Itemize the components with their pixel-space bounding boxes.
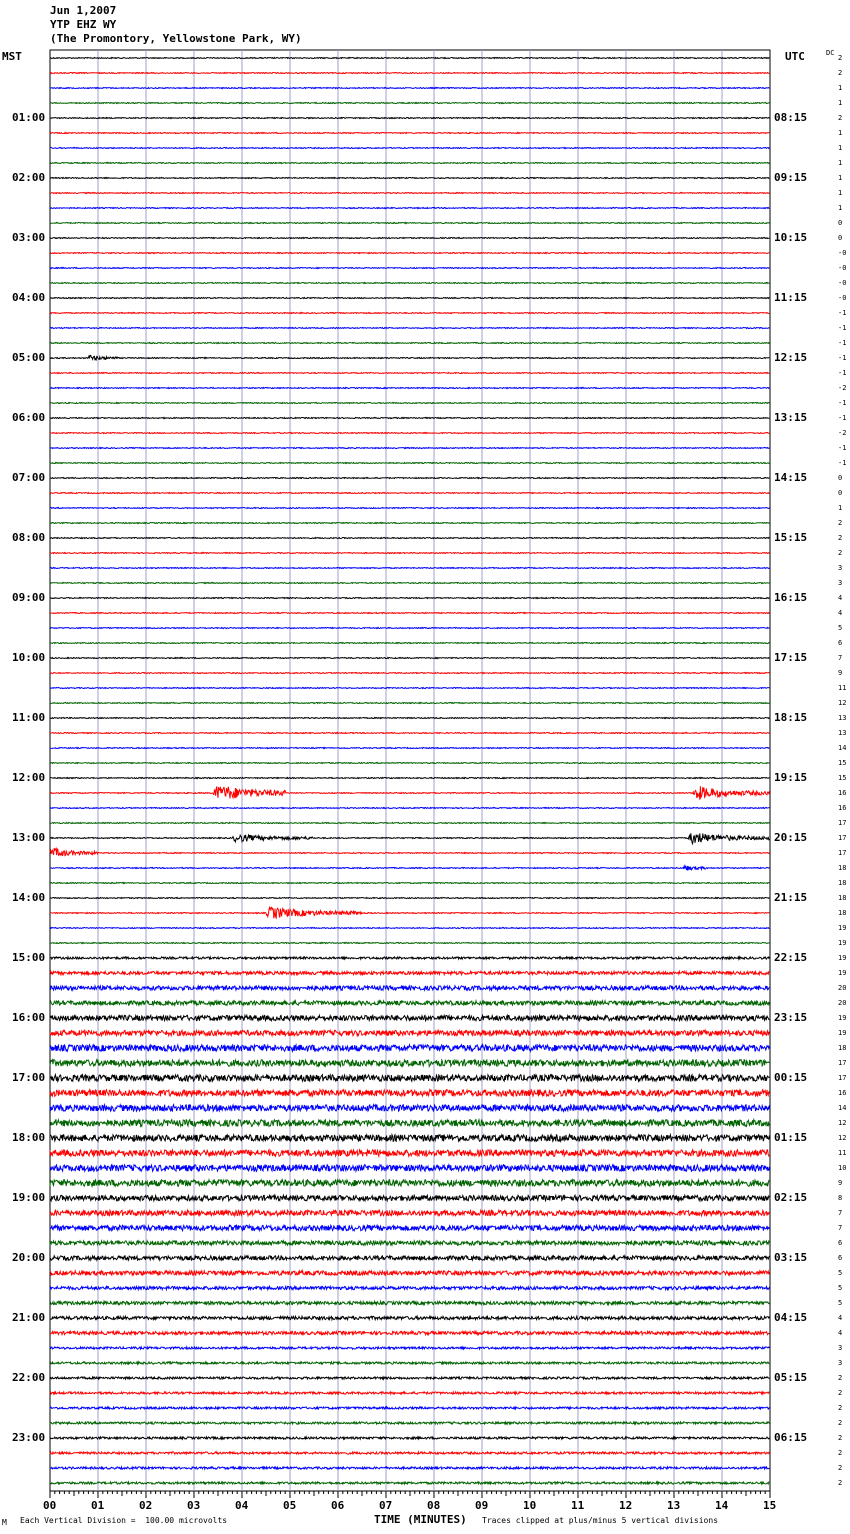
x-tick-label: 07 xyxy=(379,1499,393,1512)
right-hour-label: 00:15 xyxy=(774,1071,808,1084)
dc-offset-value: 9 xyxy=(838,1179,843,1187)
x-tick-label: 09 xyxy=(475,1499,489,1512)
dc-offset-value: 17 xyxy=(838,1074,847,1082)
dc-offset-value: 3 xyxy=(838,1344,843,1352)
trace-line xyxy=(50,208,769,209)
right-hour-label: 06:15 xyxy=(774,1431,808,1444)
dc-offset-value: 9 xyxy=(838,669,843,677)
trace-line xyxy=(50,883,769,884)
right-hour-label: 10:15 xyxy=(774,231,808,244)
scale-note: Each Vertical Division = 100.00 microvolts xyxy=(20,1516,228,1525)
dc-offset-value: -2 xyxy=(838,384,847,392)
trace-line xyxy=(50,1165,769,1172)
trace-line xyxy=(50,786,769,799)
dc-offset-value: 7 xyxy=(838,654,843,662)
trace-line xyxy=(50,553,769,554)
trace-line xyxy=(50,253,769,254)
trace-line xyxy=(50,448,769,449)
trace-line xyxy=(50,118,769,119)
trace-line xyxy=(50,1347,769,1349)
dc-offset-value: 2 xyxy=(838,1479,843,1487)
dc-offset-value: 2 xyxy=(838,1389,843,1397)
dc-offset-value: 13 xyxy=(838,729,847,737)
dc-offset-value: 20 xyxy=(838,984,847,992)
left-hour-label: 06:00 xyxy=(12,411,46,424)
trace-line xyxy=(50,1377,769,1379)
trace-line xyxy=(50,463,769,464)
left-hour-label: 15:00 xyxy=(12,951,46,964)
trace-line xyxy=(50,703,769,704)
dc-offset-value: 0 xyxy=(838,234,843,242)
left-axis-label: MST xyxy=(2,50,22,63)
dc-offset-value: 10 xyxy=(838,1164,847,1172)
trace-line xyxy=(50,1241,769,1245)
left-hour-label: 09:00 xyxy=(12,591,46,604)
dc-offset-value: 20 xyxy=(838,999,847,1007)
dc-offset-value: 1 xyxy=(838,174,843,182)
trace-line xyxy=(50,1392,769,1394)
dc-offset-value: 18 xyxy=(838,864,847,872)
left-hour-label: 11:00 xyxy=(12,711,46,724)
trace-line xyxy=(50,1286,769,1289)
dc-offset-value: 1 xyxy=(838,159,843,167)
trace-line xyxy=(50,833,769,843)
trace-line xyxy=(50,778,769,779)
dc-offset-value: 3 xyxy=(838,579,843,587)
right-hour-label: 15:15 xyxy=(774,531,808,544)
left-hour-label: 18:00 xyxy=(12,1131,46,1144)
dc-offset-value: 4 xyxy=(838,594,843,602)
left-hour-label: 08:00 xyxy=(12,531,46,544)
dc-offset-value: 17 xyxy=(838,819,847,827)
right-hour-label: 18:15 xyxy=(774,711,808,724)
x-tick-label: 06 xyxy=(331,1499,345,1512)
trace-line xyxy=(50,298,769,299)
dc-offset-value: -0 xyxy=(838,294,847,302)
dc-offset-value: 19 xyxy=(838,1029,847,1037)
right-hour-label: 04:15 xyxy=(774,1311,808,1324)
corner-mark: M xyxy=(2,1518,7,1527)
dc-offset-value: 17 xyxy=(838,849,847,857)
dc-offset-value: 13 xyxy=(838,714,847,722)
trace-line xyxy=(50,1482,769,1484)
dc-offset-value: 1 xyxy=(838,204,843,212)
trace-line xyxy=(50,568,769,569)
dc-offset-value: 2 xyxy=(838,114,843,122)
x-tick-label: 03 xyxy=(187,1499,201,1512)
trace-line xyxy=(50,943,769,944)
x-tick-label: 13 xyxy=(667,1499,681,1512)
trace-line xyxy=(50,1316,769,1319)
right-axis-label: UTC xyxy=(785,50,805,63)
trace-line xyxy=(50,1422,769,1424)
trace-line xyxy=(50,478,769,479)
trace-line xyxy=(50,1210,769,1215)
trace-line xyxy=(50,643,769,644)
dc-offset-value: -2 xyxy=(838,429,847,437)
right-hour-label: 20:15 xyxy=(774,831,808,844)
trace-line xyxy=(50,193,769,194)
dc-offset-value: 17 xyxy=(838,834,847,842)
trace-line xyxy=(50,418,769,419)
dc-offset-value: -1 xyxy=(838,444,847,452)
left-hour-label: 05:00 xyxy=(12,351,46,364)
dc-offset-value: 5 xyxy=(838,1299,843,1307)
trace-line xyxy=(50,986,769,990)
dc-offset-value: 2 xyxy=(838,549,843,557)
trace-line xyxy=(50,688,769,689)
left-hour-label: 10:00 xyxy=(12,651,46,664)
dc-offset-value: 19 xyxy=(838,924,847,932)
dc-offset-value: -0 xyxy=(838,279,847,287)
x-tick-label: 12 xyxy=(619,1499,633,1512)
dc-offset-value: -1 xyxy=(838,339,847,347)
right-hour-label: 08:15 xyxy=(774,111,808,124)
trace-line xyxy=(50,957,769,959)
dc-offset-value: 19 xyxy=(838,1014,847,1022)
dc-offset-value: 3 xyxy=(838,564,843,572)
trace-line xyxy=(50,1256,769,1260)
trace-line xyxy=(50,238,769,239)
dc-offset-value: 2 xyxy=(838,1419,843,1427)
dc-offset-value: 12 xyxy=(838,699,847,707)
trace-line xyxy=(50,538,769,539)
x-tick-label: 14 xyxy=(715,1499,729,1512)
trace-line xyxy=(50,523,769,524)
x-tick-label: 05 xyxy=(283,1499,297,1512)
trace-line xyxy=(50,268,769,269)
trace-line xyxy=(50,928,769,929)
dc-offset-value: 2 xyxy=(838,1374,843,1382)
dc-offset-value: 1 xyxy=(838,189,843,197)
dc-offset-value: 18 xyxy=(838,909,847,917)
trace-line xyxy=(50,1225,769,1230)
right-hour-label: 09:15 xyxy=(774,171,808,184)
trace-line xyxy=(50,748,769,749)
trace-line xyxy=(50,283,769,284)
left-hour-label: 07:00 xyxy=(12,471,46,484)
trace-line xyxy=(50,583,769,584)
trace-line xyxy=(50,1195,769,1200)
right-hour-label: 13:15 xyxy=(774,411,808,424)
chart-title-station: YTP EHZ WY xyxy=(50,18,117,31)
trace-line xyxy=(50,343,769,344)
dc-offset-value: 16 xyxy=(838,1089,847,1097)
dc-offset-value: -1 xyxy=(838,324,847,332)
dc-offset-value: 4 xyxy=(838,1329,843,1337)
clip-note: Traces clipped at plus/minus 5 vertical divisions xyxy=(482,1516,719,1525)
trace-line xyxy=(50,73,769,74)
dc-label: DC xyxy=(826,49,835,57)
x-tick-label: 02 xyxy=(139,1499,153,1512)
x-tick-label: 10 xyxy=(523,1499,537,1512)
dc-offset-value: 12 xyxy=(838,1134,847,1142)
right-hour-label: 22:15 xyxy=(774,951,808,964)
dc-offset-value: 4 xyxy=(838,609,843,617)
chart-title-date: Jun 1,2007 xyxy=(50,4,117,17)
dc-offset-value: -1 xyxy=(838,369,847,377)
trace-line xyxy=(50,808,769,809)
trace-line xyxy=(50,1135,769,1142)
trace-line xyxy=(50,1030,769,1035)
chart-title-location: (The Promontory, Yellowstone Park, WY) xyxy=(50,32,302,45)
trace-line xyxy=(50,1090,769,1097)
trace-line xyxy=(50,907,769,918)
trace-line xyxy=(50,866,769,871)
trace-line xyxy=(50,823,769,824)
trace-line xyxy=(50,1001,769,1005)
trace-line xyxy=(50,103,769,104)
right-hour-label: 14:15 xyxy=(774,471,808,484)
dc-offset-value: 7 xyxy=(838,1209,843,1217)
right-hour-label: 19:15 xyxy=(774,771,808,784)
left-hour-label: 23:00 xyxy=(12,1431,46,1444)
dc-offset-value: -1 xyxy=(838,354,847,362)
trace-line xyxy=(50,848,769,856)
dc-offset-value: 14 xyxy=(838,1104,847,1112)
trace-line xyxy=(50,493,769,494)
trace-line xyxy=(50,373,769,374)
dc-offset-value: 0 xyxy=(838,474,843,482)
dc-offset-value: 1 xyxy=(838,504,843,512)
dc-offset-value: 16 xyxy=(838,804,847,812)
dc-offset-value: 5 xyxy=(838,624,843,632)
dc-offset-value: 1 xyxy=(838,129,843,137)
trace-line xyxy=(50,223,769,224)
dc-offset-value: -1 xyxy=(838,399,847,407)
trace-line xyxy=(50,355,769,360)
right-hour-label: 12:15 xyxy=(774,351,808,364)
left-hour-label: 01:00 xyxy=(12,111,46,124)
dc-offset-value: 12 xyxy=(838,1119,847,1127)
trace-line xyxy=(50,763,769,764)
left-hour-label: 12:00 xyxy=(12,771,46,784)
left-hour-label: 19:00 xyxy=(12,1191,46,1204)
trace-line xyxy=(50,1075,769,1082)
dc-offset-value: 6 xyxy=(838,1239,843,1247)
dc-offset-value: 19 xyxy=(838,939,847,947)
dc-offset-value: 11 xyxy=(838,684,847,692)
dc-offset-value: 15 xyxy=(838,774,847,782)
trace-line xyxy=(50,1120,769,1127)
trace-line xyxy=(50,508,769,509)
left-hour-label: 02:00 xyxy=(12,171,46,184)
trace-line xyxy=(50,733,769,734)
trace-line xyxy=(50,388,769,389)
trace-line xyxy=(50,1331,769,1334)
trace-line xyxy=(50,178,769,179)
trace-line xyxy=(50,1045,769,1052)
x-tick-label: 01 xyxy=(91,1499,105,1512)
dc-offset-value: 1 xyxy=(838,144,843,152)
trace-line xyxy=(50,598,769,599)
x-tick-label: 08 xyxy=(427,1499,441,1512)
dc-offset-value: 2 xyxy=(838,519,843,527)
right-hour-label: 01:15 xyxy=(774,1131,808,1144)
trace-line xyxy=(50,313,769,314)
dc-offset-value: 5 xyxy=(838,1269,843,1277)
trace-line xyxy=(50,898,769,899)
left-hour-label: 20:00 xyxy=(12,1251,46,1264)
left-hour-label: 04:00 xyxy=(12,291,46,304)
dc-offset-value: 18 xyxy=(838,879,847,887)
trace-line xyxy=(50,1452,769,1454)
trace-line xyxy=(50,718,769,719)
trace-line xyxy=(50,433,769,434)
left-hour-label: 03:00 xyxy=(12,231,46,244)
trace-line xyxy=(50,1060,769,1067)
left-hour-label: 13:00 xyxy=(12,831,46,844)
trace-line xyxy=(50,1105,769,1112)
dc-offset-value: 2 xyxy=(838,69,843,77)
dc-offset-value: 8 xyxy=(838,1194,843,1202)
trace-line xyxy=(50,1467,769,1469)
dc-offset-value: 4 xyxy=(838,1314,843,1322)
right-hour-label: 11:15 xyxy=(774,291,808,304)
right-hour-label: 02:15 xyxy=(774,1191,808,1204)
trace-line xyxy=(50,88,769,89)
trace-line xyxy=(50,1271,769,1275)
trace-line xyxy=(50,628,769,629)
dc-offset-value: 18 xyxy=(838,1044,847,1052)
dc-offset-value: 2 xyxy=(838,534,843,542)
right-hour-label: 05:15 xyxy=(774,1371,808,1384)
left-hour-label: 21:00 xyxy=(12,1311,46,1324)
dc-offset-value: 18 xyxy=(838,894,847,902)
dc-offset-value: -1 xyxy=(838,309,847,317)
trace-line xyxy=(50,971,769,974)
trace-line xyxy=(50,163,769,164)
trace-line xyxy=(50,58,769,59)
x-tick-label: 00 xyxy=(43,1499,57,1512)
dc-offset-value: 0 xyxy=(838,489,843,497)
trace-line xyxy=(50,1150,769,1157)
dc-offset-value: 0 xyxy=(838,219,843,227)
dc-offset-value: 16 xyxy=(838,789,847,797)
x-tick-label: 15 xyxy=(763,1499,777,1512)
dc-offset-value: -1 xyxy=(838,459,847,467)
dc-offset-value: 2 xyxy=(838,54,843,62)
dc-offset-value: -1 xyxy=(838,414,847,422)
trace-line xyxy=(50,1301,769,1304)
dc-offset-value: -0 xyxy=(838,264,847,272)
dc-offset-value: 5 xyxy=(838,1284,843,1292)
x-tick-label: 11 xyxy=(571,1499,585,1512)
dc-offset-value: 2 xyxy=(838,1434,843,1442)
trace-line xyxy=(50,403,769,404)
right-hour-label: 17:15 xyxy=(774,651,808,664)
left-hour-label: 14:00 xyxy=(12,891,46,904)
trace-line xyxy=(50,1407,769,1409)
dc-offset-value: 19 xyxy=(838,969,847,977)
left-hour-label: 17:00 xyxy=(12,1071,46,1084)
dc-offset-value: -0 xyxy=(838,249,847,257)
right-hour-label: 16:15 xyxy=(774,591,808,604)
dc-offset-value: 14 xyxy=(838,744,847,752)
trace-line xyxy=(50,133,769,134)
trace-line xyxy=(50,1180,769,1187)
dc-offset-value: 1 xyxy=(838,99,843,107)
x-tick-label: 04 xyxy=(235,1499,249,1512)
trace-line xyxy=(50,1437,769,1439)
dc-offset-value: 2 xyxy=(838,1449,843,1457)
x-axis-title: TIME (MINUTES) xyxy=(374,1513,467,1526)
dc-offset-value: 17 xyxy=(838,1059,847,1067)
dc-offset-value: 1 xyxy=(838,84,843,92)
right-hour-label: 03:15 xyxy=(774,1251,808,1264)
dc-offset-value: 3 xyxy=(838,1359,843,1367)
dc-offset-value: 19 xyxy=(838,954,847,962)
left-hour-label: 22:00 xyxy=(12,1371,46,1384)
trace-line xyxy=(50,1362,769,1364)
trace-line xyxy=(50,148,769,149)
left-hour-label: 16:00 xyxy=(12,1011,46,1024)
trace-line xyxy=(50,613,769,614)
dc-offset-value: 2 xyxy=(838,1404,843,1412)
trace-line xyxy=(50,673,769,674)
dc-offset-value: 6 xyxy=(838,639,843,647)
trace-line xyxy=(50,328,769,329)
trace-line xyxy=(50,658,769,659)
right-hour-label: 21:15 xyxy=(774,891,808,904)
dc-offset-value: 7 xyxy=(838,1224,843,1232)
right-hour-label: 23:15 xyxy=(774,1011,808,1024)
dc-offset-value: 11 xyxy=(838,1149,847,1157)
trace-line xyxy=(50,1015,769,1020)
dc-offset-value: 6 xyxy=(838,1254,843,1262)
dc-offset-value: 2 xyxy=(838,1464,843,1472)
dc-offset-value: 15 xyxy=(838,759,847,767)
